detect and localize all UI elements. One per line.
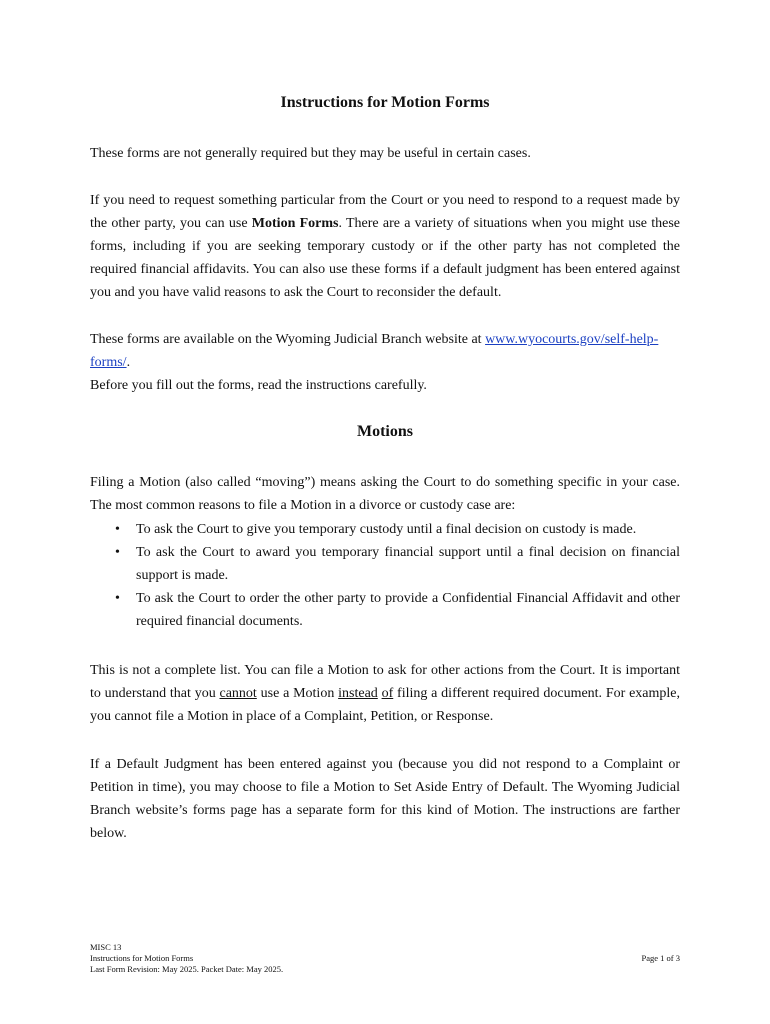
page-title: Instructions for Motion Forms [280,94,490,111]
revision-date: Last Form Revision: May 2025. Packet Date: May 2025. [90,964,284,974]
read-instructions-text: Before you fill out the forms, read the instructions carefully. [90,378,427,393]
paragraph-text: use a Motion [256,686,339,701]
paragraph-text: filing a different required document. For example, you cannot file a Motion in place of a Complaint, Petition, or Response. [90,686,681,724]
motion-forms-bold: Motion Forms [251,216,339,231]
paragraph-text: These forms are available on the Wyoming Judicial Branch website at [90,332,486,347]
form-number: MISC 13 [90,942,122,952]
cannot-underlined: cannot [219,686,257,701]
paragraph-text: This is not a complete list. You can file a Motion to ask for other actions from the Court. It is important to understand that you [90,663,680,701]
bullet-icon: • [115,522,120,537]
form-title: Instructions for Motion Forms [90,953,194,963]
bullet-icon: • [115,545,120,560]
paragraph-text: . There are a variety of situations when you might use these forms, including if you are seeking temporary custody or if the other party has not completed the required financial affidavits. You can also use these forms if a default judgment has been entered against you and you have valid reasons to ask the Court to reconsider the default. [90,216,680,300]
instead-underlined: instead [338,686,378,701]
intro-paragraph: These forms are not generally required but they may be useful in certain cases. [90,146,531,161]
default-judgment-paragraph: If a Default Judgment has been entered against you (because you did not respond to a Complaint or Petition in time), you may choose to file a Motion to Set Aside Entry of Default. The Wyoming Judicial Branch website’s forms page has a separate form for this kind of Motion. The instructions are farther below. [90,757,680,841]
paragraph-text: . [126,355,131,370]
bullet-icon: • [115,591,120,606]
reasons-list [90,518,680,633]
page-number: Page 1 of 3 [641,953,680,963]
self-help-forms-link[interactable]: www.wyocourts.gov/self-help-forms/ [90,332,659,370]
list-item-text: To ask the Court to order the other party to provide a Confidential Financial Affidavit and other required financial documents. [136,591,680,629]
availability-paragraph [90,328,680,397]
footer-left [90,942,283,975]
list-item [90,541,680,587]
list-item-text: To ask the Court to award you temporary financial support until a final decision on financial support is made. [136,545,680,583]
section-heading-motions: Motions [357,423,413,440]
list-item-text: To ask the Court to give you temporary custody until a final decision on custody is made. [136,522,637,537]
list-item [90,518,680,541]
not-complete-list-paragraph [90,659,680,728]
motions-intro-paragraph: Filing a Motion (also called “moving”) means asking the Court to do something specific in your case. The most common reasons to file a Motion in a divorce or custody case are: [90,475,680,513]
list-item [90,587,680,633]
paragraph-text: If you need to request something particular from the Court or you need to respond to a request made by the other party, you can use [90,193,680,231]
motion-forms-paragraph [90,189,680,304]
of-underlined: of [381,686,394,701]
